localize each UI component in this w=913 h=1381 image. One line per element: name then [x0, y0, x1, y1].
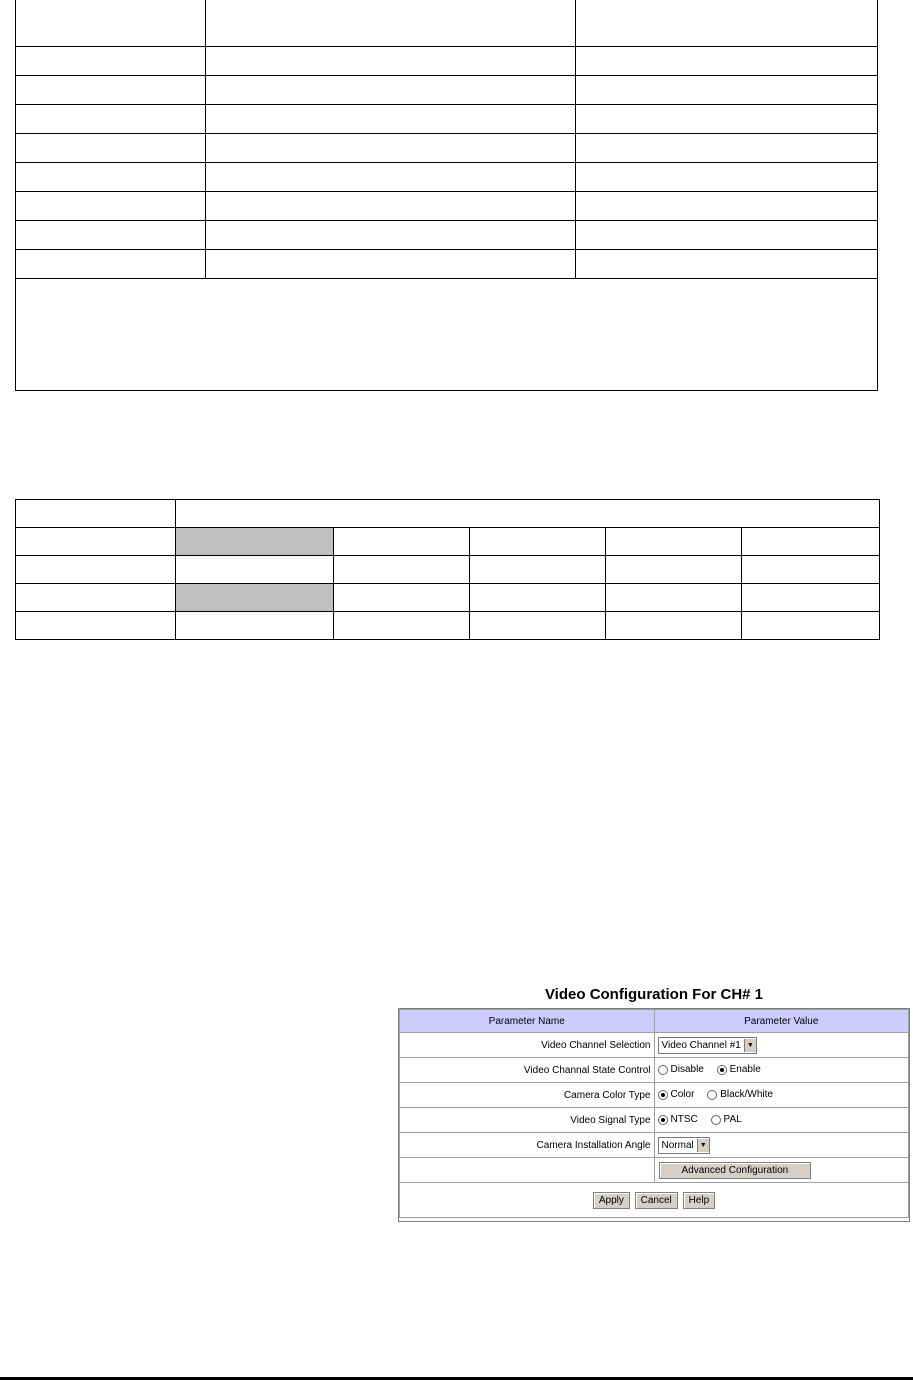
video-config-panel: [398, 1008, 910, 1222]
cancel-button[interactable]: Cancel: [635, 1192, 678, 1209]
color-radio[interactable]: [658, 1090, 668, 1100]
pal-radio[interactable]: [711, 1115, 721, 1125]
table-row: [16, 500, 880, 528]
apply-button[interactable]: Apply: [593, 1192, 630, 1209]
table-row: [16, 192, 878, 221]
column-header-value: Parameter Value: [654, 1010, 909, 1033]
state-control-label: Video Channal State Control: [400, 1058, 655, 1083]
channel-select-value: Video Channel #1: [661, 1039, 741, 1051]
chevron-down-icon: ▼: [744, 1039, 756, 1052]
empty-table-top: [15, 0, 878, 391]
advanced-configuration-button[interactable]: Advanced Configuration: [659, 1162, 812, 1179]
table-row: [16, 250, 878, 279]
table-row: [16, 556, 880, 584]
table-row: [16, 528, 880, 556]
table-row: [400, 1033, 909, 1058]
black-white-radio[interactable]: [707, 1090, 717, 1100]
table-row: [400, 1158, 909, 1183]
enable-label: Enable: [729, 1064, 761, 1076]
table-row: [16, 47, 878, 76]
table-row: [400, 1133, 909, 1158]
table-header-row: [400, 1010, 909, 1033]
table-row: [16, 163, 878, 192]
install-angle-value: Normal: [661, 1139, 694, 1151]
table-row: [16, 105, 878, 134]
table-row: [16, 76, 878, 105]
channel-selection-label: Video Channel Selection: [400, 1033, 655, 1058]
table-row: [16, 584, 880, 612]
video-config-title: Video Configuration For CH# 1: [544, 986, 764, 1003]
table-row: [400, 1058, 909, 1083]
signal-type-label: Video Signal Type: [400, 1108, 655, 1133]
page-bottom-rule: [0, 1377, 913, 1380]
table-note-row: [16, 279, 878, 391]
black-white-label: Black/White: [720, 1089, 773, 1101]
empty-table-bottom: [15, 499, 880, 640]
column-header-name: Parameter Name: [400, 1010, 655, 1033]
enable-radio[interactable]: [717, 1065, 727, 1075]
chevron-down-icon: ▼: [697, 1139, 709, 1152]
table-row: [16, 134, 878, 163]
color-label: Color: [670, 1089, 695, 1101]
disable-radio[interactable]: [658, 1065, 668, 1075]
button-row: [400, 1183, 909, 1218]
help-button[interactable]: Help: [683, 1192, 716, 1209]
install-angle-label: Camera Installation Angle: [400, 1133, 655, 1158]
ntsc-label: NTSC: [670, 1114, 698, 1126]
ntsc-radio[interactable]: [658, 1115, 668, 1125]
table-row: [400, 1083, 909, 1108]
install-angle-select[interactable]: [658, 1137, 710, 1154]
channel-select[interactable]: [658, 1037, 757, 1054]
table-row: [400, 1108, 909, 1133]
table-row: [16, 221, 878, 250]
disable-label: Disable: [670, 1064, 704, 1076]
pal-label: PAL: [723, 1114, 742, 1126]
video-config-table: [399, 1009, 909, 1218]
color-type-label: Camera Color Type: [400, 1083, 655, 1108]
table-row: [16, 612, 880, 640]
table-row: [16, 0, 878, 47]
